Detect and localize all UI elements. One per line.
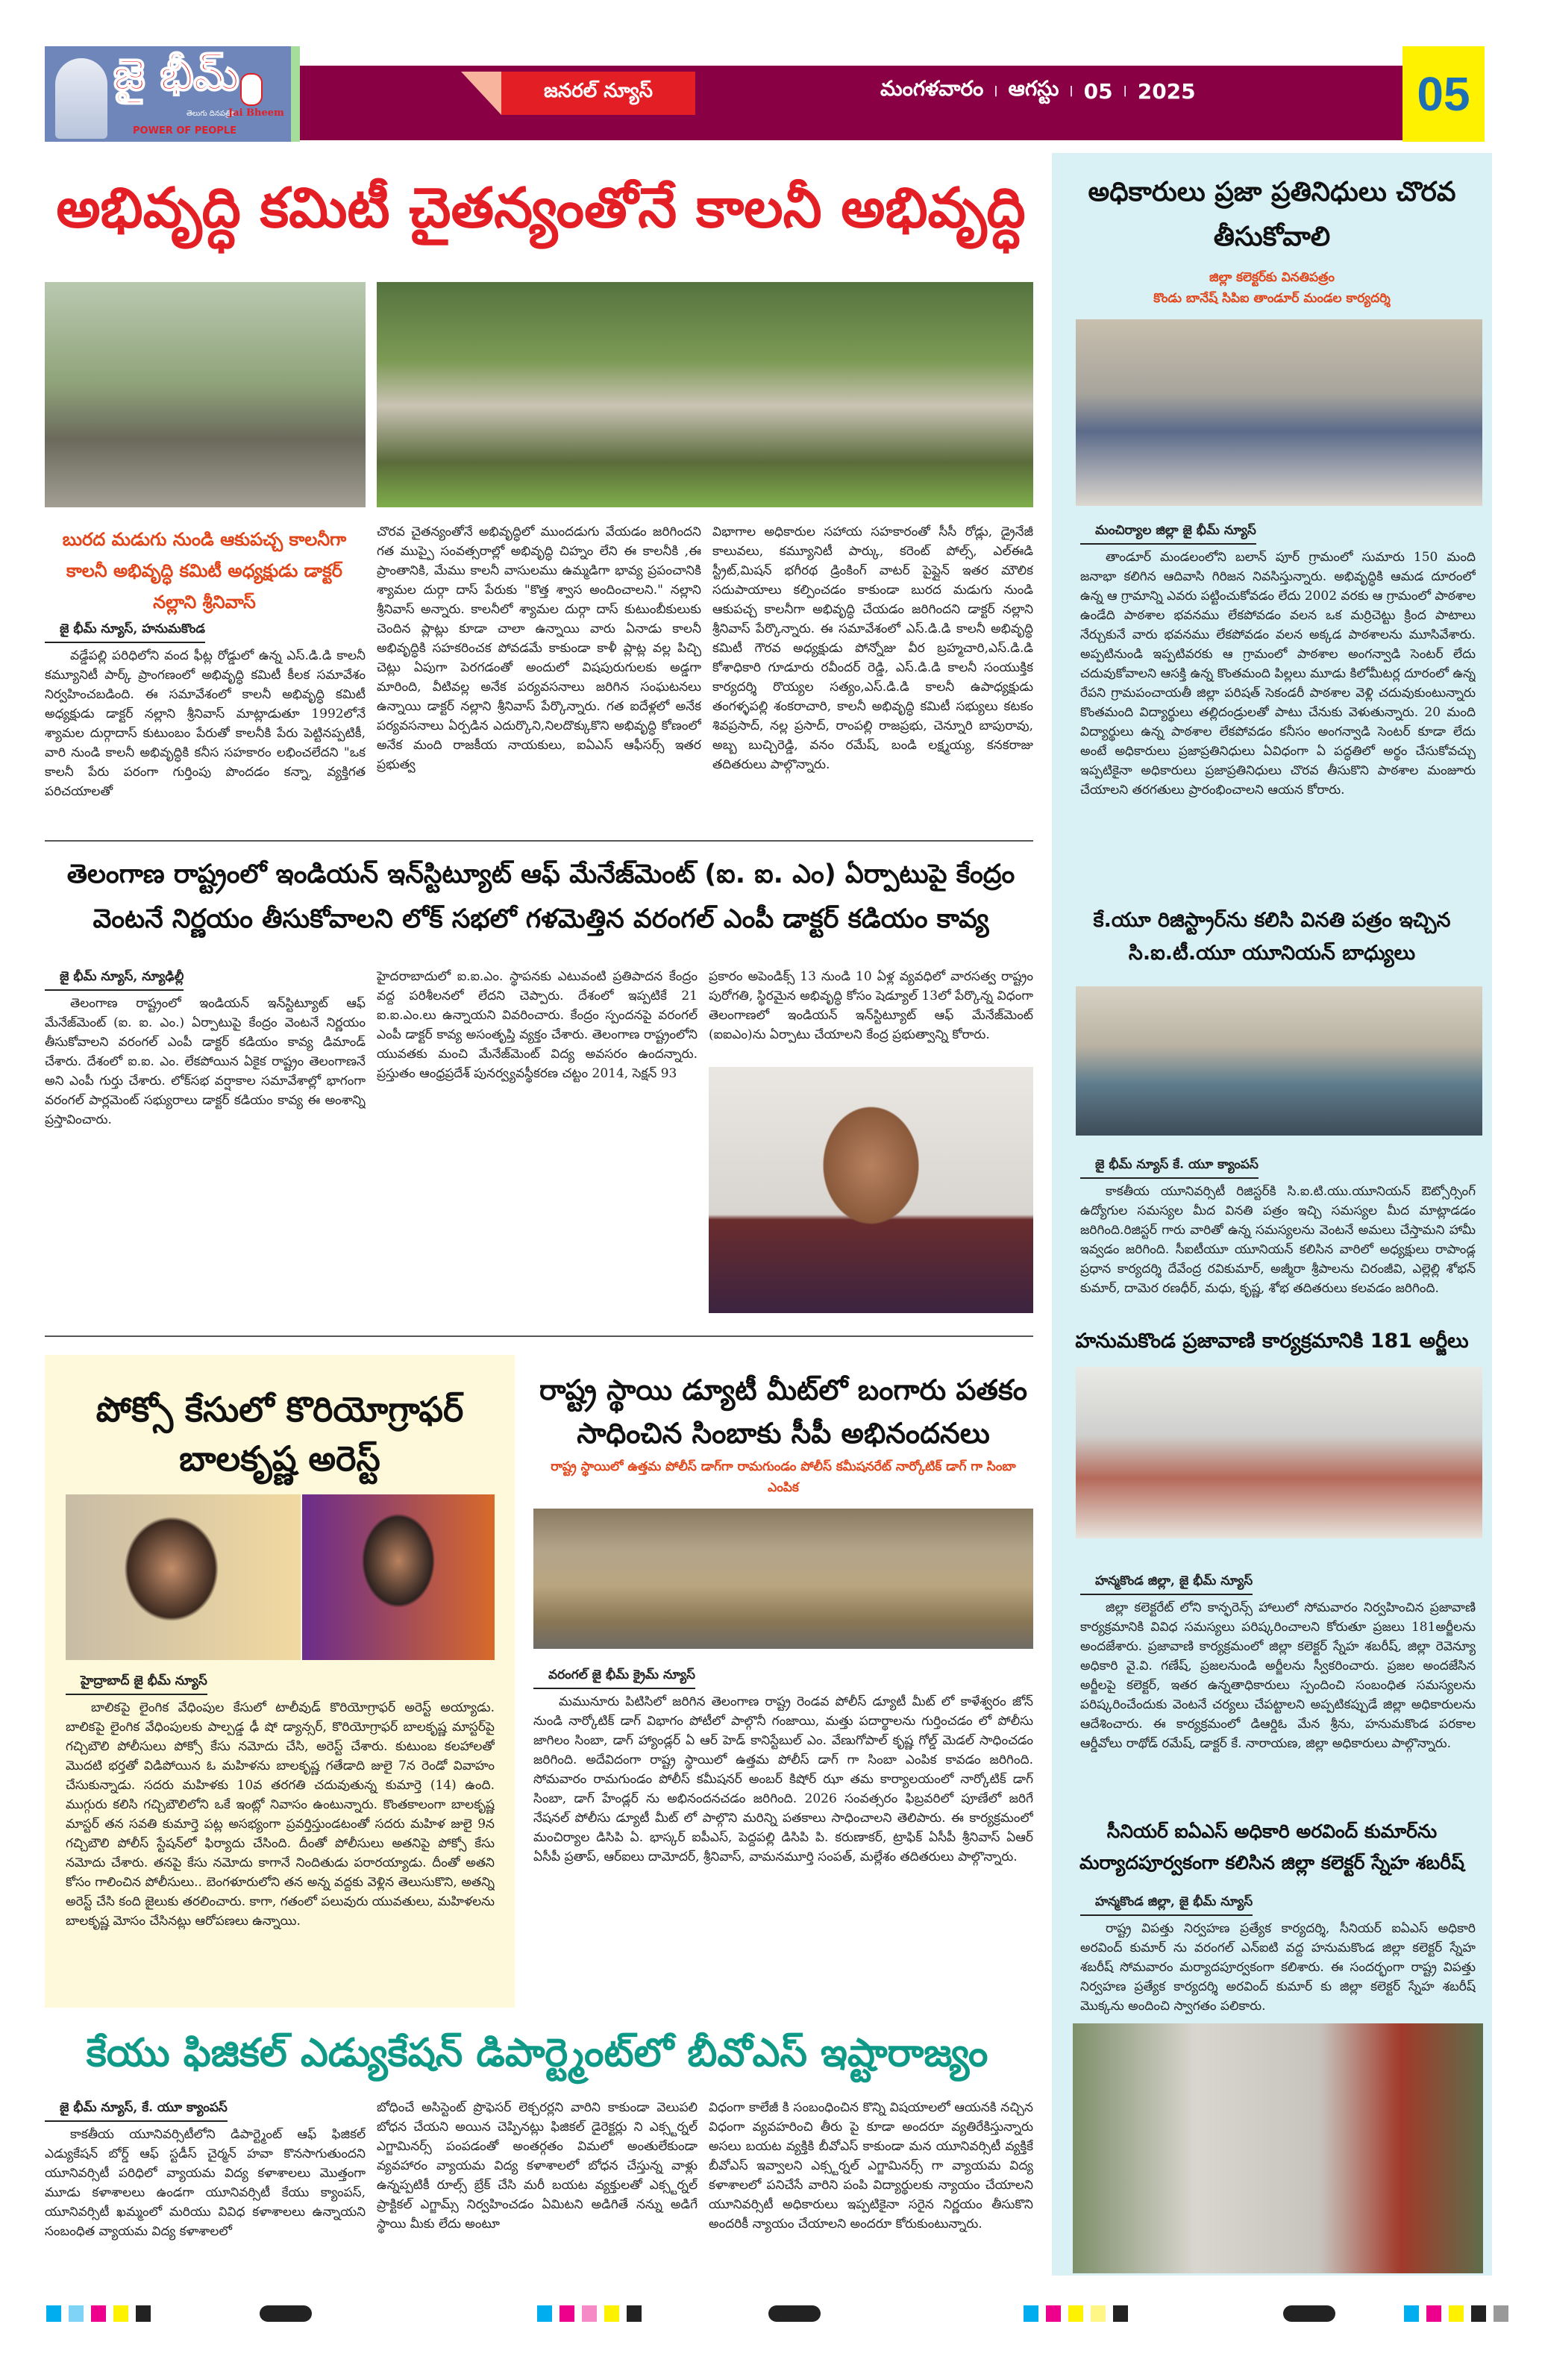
sidebar-a2-headline: కే.యూ రిజిస్ట్రార్‌ను కలిసి వినతి పత్రం ఇచ్చిన సి.ఐ.టీ.యూ యూనియన్ బాధ్యులు (1093, 909, 1451, 965)
police-subheadline: రాష్ట్ర స్థాయిలో ఉత్తమ పోలీస్ డాగ్‌గా రామగుండం పోలీస్ కమీషనరేట్ నార్కోటిక్ డాగ్ గా సింబా ఎంపిక (551, 1459, 1016, 1495)
registration-mark (46, 2305, 61, 2322)
registration-mark (69, 2305, 84, 2322)
sidebar-a3-body: జిల్లా కలెక్టరేట్ లోని కాన్ఫరెన్స్ హాలులో సోమవారం నిర్వహించిన ప్రజావాణి కార్యక్రమానికి వివిధ సమస్యలు పరిష్కరించాలని కోరుతూ ప్రజలు 181అర్జీలను అందజేశారు. ప్రజావాణి కార్యక్రమంలో జిల్లా కలెక్టర్ స్నేహ శబరీష్, జిల్లా రెవెన్యూ అధికారి వై.వి. గణేష్, ప్రజలనుండి అర్జీలను స్వీకరించారు. ప్రజల అందజేసిన అర్జీలపై కలెక్టర్, ఇతర ఉన్నతాధికారులు స్పందించి సంబంధిత సమస్యలను పరిష్కరించేందుకు వెంటనే చర్యలు చేపట్టాలని అప్పటికప్పుడే జిల్లా అధికారులను ఆదేశించారు. ఈ కార్యక్రమంలో డిఆర్డిఓ మేన శ్రీను, హనుమకొండ పరకాల ఆర్డీవోలు రాథోడ్ రమేష్, డాక్టర్ కే. నారాయణ, జిల్లా అధికారులు పాల్గొన్నారు. (1080, 1600, 1476, 1751)
sidebar-a1-body: తాండూర్ మండలంలోని బలాన్ పూర్ గ్రామంలో సుమారు 150 మంది జనాభా కలిగిన ఆదివాసి గిరిజన నివసిస్తున్నారు. అభివృద్ధికి ఆమడ దూరంలో ఉన్న ఆ గ్రామాన్ని ఎవరు పట్టించుకోవడం లేదు 2002 వరకు ఆ గ్రామంలో పాఠశాల ఉండేది పాఠశాల భవనము లేకపోవడం వలన ఒక మర్రిచెట్టు క్రింద పాటాలు నేర్చుకునే వారు భవనము లేకపోవడం వలన అక్కడ పాఠశాలను మూసివేశారు. అప్పటినుండి ఇప్పటివరకు ఆ గ్రామంలో పాఠశాల అంగన్వాడి సెంటర్ లేదు చదువుకోవాలని ఆసక్తి ఉన్న కొంతమంది పిల్లలు మూడు కిలోమీటర్ల దూరంలో ఉన్న రేపని గ్రామపంచాయతీ జిల్లా పరిషత్ సెకండరీ పాఠశాల వెళ్లి చదువుకుంటున్నారు కొంతమంది విద్యార్థులు తల్లిదండ్రులతో పాటు చేనుకు వెళుతున్నారు. 20 మంది విద్యార్థులు ఉన్న పాఠశాల లేకపోవడం కనీసం అంగన్వాడి సెంటర్ కూడా లేదు అంటే అధికారులు ప్రజాప్రతినిధులు ఏవిధంగా ఏ పద్ధతిలో అర్థం చేసుకోవచ్చు ఇప్పటికైనా అధికారులు ప్రజాప్రతినిధులు చొరవ తీసుకొని పాఠశాల మంజూరు చేయాలని తరగతులు ప్రారంభించాలని ఆయన కోరారు. (1080, 550, 1476, 798)
iim-headline-line2: వెంటనే నిర్ణయం తీసుకోవాలని లోక్ సభలో గళమెత్తిన వరంగల్ ఎంపీ డాక్టర్ కడియం కావ్య (93, 904, 989, 934)
registration-mark (1024, 2305, 1038, 2322)
date-month: ఆగస్టు (1008, 76, 1059, 101)
logo-title: జై భీమ్ (113, 49, 239, 100)
iim-byline: జై భీమ్ న్యూస్, న్యూఢిల్లీ (45, 967, 184, 991)
registration-mark (560, 2305, 574, 2322)
divider (45, 840, 1033, 842)
ku-column-1 (45, 2098, 366, 2277)
lead-headline: అభివృద్ధి కమిటీ చైతన్యంతోనే కాలనీ అభివృద్ధి (56, 176, 1026, 240)
logo-brand: Jai Bheem (228, 107, 284, 119)
sidebar-a1-headline: అధికారులు ప్రజా ప్రతినిధులు చొరవ తీసుకోవాలి (1088, 177, 1456, 252)
sidebar-a3-column (1080, 1571, 1476, 1803)
pocso-headline: పోక్సో కేసులో కొరియోగ్రాఫర్ బాలకృష్ణ అరెస్ట్ (95, 1389, 464, 1479)
jai-bheem-emblem (240, 73, 263, 106)
citu-union-photo (1076, 986, 1482, 1136)
lead-photo-group-raised-hands (377, 282, 1033, 507)
registration-mark (1113, 2305, 1128, 2322)
iim-column-3 (709, 967, 1033, 1060)
prajavani-program-photo (1076, 1367, 1482, 1538)
police-body: మమునూరు పిటిసిలో జరిగిన తెలంగాణ రాష్ట్ర రెండవ పోలీస్ డ్యూటీ మీట్ లో కాళేశ్వరం జోన్ నుండి నార్కోటిక్ డాగ్ విభాగం పోటీలో పాల్గొనీ గంజాయి, మత్తు పదార్థాలను గుర్తించడం లో పోలీసు జాగిలం సింబా, డాగ్ హ్యాండ్లర్ ఏ ఆర్ హెడ్ కానిస్టేబుల్ ఎం. వేణుగోపాల్ కృష్ణ గోల్డ్ మెడల్ సాధించడం జరిగింది. అదేవిదంగా రాష్ట్ర స్థాయిలో ఉత్తమ పోలీస్ డాగ్ గా సింబా ఎంపిక కావడం జరిగింది. సోమవారం రామగుండం పోలీస్ కమీషనర్ అంబర్ కిషోర్ ఝా తమ కార్యాలయంలో నార్కోటిక్ డాగ్ సింబా, డాగ్ హేండ్లర్ ను అభినందనచడం జరిగింది. 2026 సంవత్సరం ఫిబ్రవరిలో పూణేలో జరిగే నేషనల్ పోలీసు డ్యూటీ మీట్ లో పాల్గొని మరిన్ని పతకాలు సాధించాలని తెలిపారు. ఈ కార్యక్రమంలో మంచిర్యాల డిసిపి ఏ. భాస్కర్ ఐపీఎస్, పెద్దపల్లి డిసిపి పి. కరుణాకర్, ట్రాఫిక్ ఏసీపీ శ్రీనివాస్ ఏఆర్ ఏసీపీ ప్రతాప్, ఆర్ఐలు దామోదర్, శ్రీనివాస్, వామనమూర్తి సంపత్, మల్లేశం తదితరులు పాల్గొన్నారు. (533, 1694, 1033, 1864)
registration-mark (1046, 2305, 1061, 2322)
logo-tagline: POWER OF PEOPLE (133, 125, 236, 137)
registration-mark (1404, 2305, 1419, 2322)
date-year: 2025 (1137, 78, 1196, 104)
police-column (533, 1665, 1033, 2001)
choreographer-photo-2 (302, 1494, 495, 1660)
sidebar-a4-column (1080, 1892, 1476, 2019)
mp-kadiyam-kavya-photo (709, 1067, 1033, 1313)
registration-mark (260, 2305, 312, 2322)
iim-column-2 (377, 967, 698, 1321)
police-headline: రాష్ట్ర స్థాయి డ్యూటీ మీట్‌లో బంగారు పతకం సాధించిన సింబాకు సీపీ అభినందనలు (539, 1374, 1028, 1450)
cpi-petition-photo (1076, 319, 1482, 506)
lead-column-1 (45, 619, 366, 828)
sidebar-a2-column (1080, 1155, 1476, 1323)
sidebar-a4-headline: సీనియర్ ఐఏఎస్ అధికారి అరవింద్ కుమార్‌ను మర్యాదపూర్వకంగా కలిసిన జిల్లా కలెక్టర్ స్నేహ శబరీష్ (1079, 1820, 1464, 1873)
sidebar-a3-byline: హన్మకొండ జిల్లా, జై భీమ్ న్యూస్ (1080, 1571, 1253, 1595)
divider (45, 1335, 1033, 1337)
iim-headline-line1: తెలంగాణ రాష్ట్రంలో ఇండియన్ ఇన్‌స్టిట్యూట్ ఆఫ్ మేనేజ్‌మెంట్ (ఐ. ఐ. ఎం) ఏర్పాటుపై కేంద్రం (66, 859, 1015, 889)
registration-mark (113, 2305, 128, 2322)
registration-mark (768, 2305, 821, 2322)
header-band-accent (291, 46, 300, 142)
section-label-tab (461, 72, 501, 115)
registration-mark (537, 2305, 552, 2322)
lead-body-2: చొరవ చైతన్యంతోనే అభివృద్ధిలో ముందడుగు వేయడం జరిగిందని గత ముప్పై సంవత్సరాల్లో అభివృద్ధి చిహ్నం లేని ఈ కాలనీకి ,ఈ ప్రాంతానికి, మేము కాలనీ వాసులము ఉమ్మడిగా భావ్య ప్రపంచానికి శ్యామల దుర్గా దాస్ పేరుకు "కొత్త శ్వాస అందించాలని." నల్లాని శ్రీనివాస్ అన్నారు. కాలనీలో శ్యామల దుర్గా దాస్ కుటుంబీకులుకు చెందిన ప్లాట్లు కూడా చాలా ఉన్నాయి వారు ఏనాడు కాలనీ అభివృద్ధికి సహకరించక పోవడమే కాకుండా కాళీ ప్లాట్ల వల్ల పిచ్చి చెట్లు ఏపుగా పెరగడంతో అందులో విషపురుగులకు అడ్డగా మారింది, వీటివల్ల అనేక పర్యవసనాలు జరిగిన సంఘటనలు ఉన్నాయి డాక్టర్ నల్లాని శ్రీనివాస్ పేర్కొన్నారు. గత ఐదేళ్లలో అనేక పర్యవసనాలు ఏర్పడిన ఎదుర్కొని,నిలదొక్కుకొని అభివృద్ధి కోణంలో అనేక మంది రాజకీయ నాయకులు, ఐఏఎస్ ఆఫీసర్స్ ఇతర ప్రభుత్వ (377, 524, 701, 772)
pocso-column (66, 1671, 495, 1999)
iim-body-2: హైదరాబాదులో ఐ.ఐ.ఎం. స్థాపనకు ఎటువంటి ప్రతిపాదన కేంద్రం వద్ద పరిశీలనలో లేదని చెప్పారు. దేశంలో ఇప్పటికే 21 ఐ.ఐ.ఎం.లు ఉన్నాయని వివరించారు. కేంద్రం స్పందనపై వరంగల్ ఎంపీ డాక్టర్ కావ్య అసంతృప్తి వ్యక్తం చేశారు. తెలంగాణ రాష్ట్రంలోని యువతకు మంచి మేనేజ్‌మెంట్ విద్య అవసరం ఉందన్నారు. ప్రస్తుతం ఆంధ్రప్రదేశ్ పునర్వ్యవస్థీకరణ చట్టం 2014, సెక్షన్ 93 (377, 969, 698, 1081)
ku-byline: జై భీమ్ న్యూస్, కే. యూ క్యాంపస్ (45, 2098, 228, 2122)
registration-mark (1426, 2305, 1441, 2322)
page-number: 05 (1417, 67, 1470, 121)
ambedkar-portrait (55, 58, 107, 139)
sidebar-a2-byline: జై భీమ్ న్యూస్ కే. యూ క్యాంపస్ (1080, 1155, 1259, 1179)
ku-body-1: కాకతీయ యూనివర్సిటీలోని డిపార్ట్మెంట్ ఆఫ్ ఫిజికల్ ఎడ్యుకేషన్ బోర్డ్ ఆఫ్ స్టడీస్ చైర్మన్ హవా కొనసాగుతుందని యూనివర్సిటీ పరిధిలో వ్యాయమ విద్య కళాశాలలు మొత్తంగా మూడు కళాశాలలు ఉండగా యూనివర్సిటీ కేయు క్యాంపస్, యూనివర్సిటీ ఖమ్మంలో మరియు వివిధ కళాశాలలు ఉన్నాయని సంబంధిత వ్యాయమ విద్య కళాశాలలో (45, 2127, 366, 2239)
issue-date: మంగళవారం | ఆగస్టు | 05 | 2025 (880, 76, 1196, 106)
pocso-body: బాలికపై లైంగిక వేధింపుల కేసులో టాలీవుడ్ కొరియోగ్రాఫర్ అరెస్ట్ అయ్యాడు. బాలికపై లైంగిక వేధింపులకు పాల్పడ్డ ఢీ షో డ్యాన్సర్, కొరియోగ్రాఫర్ బాలకృష్ణ మాస్టర్‌పై గచ్చిబౌలి పోలీసులు పోక్సో కేసు నమోదు చేసి, అరెస్ట్ చేశారు. కుటుంబ కలహాలతో మొదటి భర్తతో విడిపోయిన ఓ మహిళను బాలకృష్ణ గతేడాది జులై 7న రెండో వివాహం చేసుకున్నాడు. సదరు మహిళకు 10వ తరగతి చదువుతున్న కుమార్తె (14) ఉంది. ముగ్గురు కలిసి గచ్చిబౌలిలోని ఒకే ఇంట్లో నివాసం ఉంటున్నారు. కొంతకాలంగా బాలకృష్ణ మాస్టర్ తన సవతి కుమార్తె పట్ల అసభ్యంగా ప్రవర్తిస్తుండటంతో సదరు మహిళ జులై 9న గచ్చిబౌలి పోలీస్ స్టేషన్‌లో ఫిర్యాదు చేసింది. దీంతో పోలీసులు అతనిపై పోక్సో కేసు నమోదు చేశారు. తనపై కేసు నమోదు కాగానే నిందితుడు పరారయ్యాడు. దీంతో అతని కోసం గాలించిన పోలీసులు.. బెంగళూరులోని తన అన్న వద్దకు వెళ్లిన తెలుసుకొని, అతన్ని అరెస్ట్ చేసి కంది జైలుకు తరలించారు. కాగా, గతంలో పలువురు యువతులు, మహిళలను బాలకృష్ణ మోసం చేసినట్లు ఆరోపణలు ఉన్నాయి. (66, 1700, 495, 1929)
sidebar-a3-headline: హనుమకొండ ప్రజావాణి కార్యక్రమానికి 181 అర్జీలు (1075, 1330, 1469, 1353)
registration-mark (582, 2305, 597, 2322)
collector-meeting-photo (1073, 2023, 1483, 2273)
logo-subtitle: తెలుగు దినపత్రిక (187, 110, 236, 118)
registration-mark (1091, 2305, 1106, 2322)
pocso-byline: హైద్రాబాద్ జై భీమ్ న్యూస్ (66, 1671, 207, 1695)
registration-mark (1494, 2305, 1508, 2322)
lead-photo-group-standing (45, 282, 366, 507)
ku-headline: కేయు ఫిజికల్ ఎడ్యుకేషన్ డిపార్ట్మెంట్‌లో బీవోఎస్ ఇష్టారాజ్యం (86, 2031, 988, 2076)
lead-column-2 (377, 522, 701, 828)
sidebar-a2-body: కాకతీయ యూనివర్సిటీ రిజిస్టర్‌కి సి.ఐ.టి.యు.యూనియన్ ఔట్సోర్సింగ్ ఉద్యోగుల సమస్యల మీద వినతి పత్రం ఇచ్చి సమస్యల మీద మాట్లాడడం జరిగింది.రిజిస్టర్ గారు వారితో ఉన్న సమస్యలను వెంటనే అమలు చేస్తామని హామీ ఇవ్వడం జరిగింది. సీఐటీయూ యూనియన్ కలిసిన వారిలో అధ్యక్షులు రాపాండ్ల ప్రధాన కార్యదర్శి దేవేంద్ర రవికుమార్, అజ్మీరా శ్రీపాలను చిరంజీవి, ఎల్లెల్లి శోభన్ కుమార్, దామెర రణధీర్, మధు, కృష్ణ, శోభ తదితరులు కలవడం జరిగింది. (1080, 1184, 1476, 1296)
ku-column-3 (709, 2098, 1033, 2277)
police-byline: వరంగల్ జై భీమ్ క్రైమ్ న్యూస్ (533, 1665, 695, 1689)
section-label: జనరల్ న్యూస్ (501, 72, 695, 115)
lead-byline: జై భీమ్ న్యూస్, హనుమకొండ (45, 619, 205, 643)
page-number-box (1402, 46, 1485, 142)
sidebar-a1-byline: మంచిర్యాల జిల్లా జై భీమ్ న్యూస్ (1080, 521, 1256, 545)
police-dog-felicitation-photo (533, 1509, 1033, 1649)
ku-column-2 (377, 2098, 698, 2277)
registration-mark (1471, 2305, 1486, 2322)
iim-body-3: ప్రకారం అపెండిక్స్ 13 నుండి 10 ఏళ్ల వ్యవధిలో వారసత్వ రాష్ట్రం పురోగతి, స్థిరమైన అభివృద్ధి కోసం షెడ్యూల్ 13లో పేర్కొన్న విధంగా తెలంగాణలో ఇండియన్ ఇన్‌స్టిట్యూట్ ఆఫ్ మేనేజ్‌మెంట్ (ఐఐఎం)ను ఏర్పాటు చేయాలని కేంద్ర ప్రభుత్వాన్ని కోరారు. (709, 969, 1033, 1042)
lead-body-3: విభాగాల అధికారుల సహాయ సహకారంతో సీసీ రోడ్లు, డ్రైనేజీ కాలువలు, కమ్యూనిటీ పార్కు, కరెంట్ పోల్స్, ఎల్ఈడి స్ట్రీట్,మిషన్ భగీరథ డ్రింకింగ్ వాటర్ పైప్లైన్ ఇతర మౌలిక సదుపాయాలు కల్పించడం కాకుండా బురద మడుగు నుండి ఆకుపచ్చ కాలనీగా అభివృద్ధి చేయడం జరిగిందని డాక్టర్ నల్లాని శ్రీనివాస్ పేర్కొన్నారు. ఈ సమావేశంలో ఎస్.డి.డి కాలనీ అభివృద్ధి కమిటీ గౌరవ అధ్యక్షుడు పోన్నోజు వీర బ్రహ్మచారి,ఎస్.డి.డి కోశాధికారి గూడూరు రవీందర్ రెడ్డి, ఎస్.డి.డి కాలనీ సంయుక్తిక కార్యదర్శి రొయ్యల సత్యం,ఎస్.డి.డి కాలనీ ఉపాధ్యక్షుడు తంగళ్ళపల్లి శంకరాచారి, కాలనీ అభివృద్ధి కమిటీ సభ్యులు కటకం శివప్రసాద్, నల్ల ప్రసాద్, రాంపల్లి రాజప్రభు, చెన్నూరి బాపురావు, అబ్బ బుచ్చిరెడ్డి, వనం రమేష్, బండి లక్ష్మయ్య, కనకరాజు తదితరులు పాల్గొన్నారు. (712, 524, 1033, 772)
choreographer-photo-1 (66, 1494, 301, 1660)
registration-mark (1449, 2305, 1464, 2322)
sidebar-a4-byline: హన్మకొండ జిల్లా, జై భీమ్ న్యూస్ (1080, 1892, 1253, 1916)
lead-body-1: వడ్డేపల్లి పరిధిలోని వంద ఫీట్ల రోడ్డులో ఉన్న ఎస్.డి.డి కాలనీ కమ్యూనిటీ పార్క్ ప్రాంగణంలో అభివృద్ధి కమిటీ కీలక సమావేశం నిర్వహించబడింది. ఈ సమావేశంలో కాలనీ అభివృద్ధి కమిటీ అధ్యక్షుడు డాక్టర్ నల్లాని శ్రీనివాస్ మాట్లాడుతూ 1992లోనే శ్యామల దుర్గాదాస్ కుటుంబం పేరుతో కాలనీకి పేరు పెట్టినప్పటికీ, వారి నుండి కాలనీ అభివృద్ధికి కనీస సహకారం లభించలేదని "ఒక కాలనీ పేరు పరంగా గుర్తింపు పొందడం కన్నా, వ్యక్తిగత పరిచయాలతో (45, 648, 366, 799)
ku-body-3: విధంగా కాలేజీ కి సంబంధించిన కొన్ని విషయాలలో ఆయనకి నచ్చిన విధంగా వ్యవహరించి తీరు పై కూడా అందరూ వ్యతిరేకిస్తున్నారు అసలు బయట వ్యక్తికి బీవోఎస్ కాకుండా మన యూనివర్సిటీ వ్యక్తికే బీవోఎస్ ఇవ్వాలని ఎక్స్టర్నల్ ఎగ్జామినర్స్ గా వ్యాయమ విద్య కళాశాలలో పనిచేసే వారిని పంపి విద్యార్థులకు న్యాయం చేయాలని యూనివర్సిటీ అధికారులు ఇప్పటికైనా సరైన నిర్ణయం తీసుకొని అందరికీ న్యాయం చేయాలని అందరూ కోరుకుంటున్నారు. (709, 2100, 1033, 2232)
sidebar-a1-column (1080, 521, 1476, 886)
registration-mark (1068, 2305, 1083, 2322)
registration-mark (604, 2305, 619, 2322)
lead-subheadline: బురద మడుగు నుండి ఆకుపచ్చ కాలనీగా కాలనీ అభివృద్ధి కమిటీ అధ్యక్షుడు డాక్టర్ నల్లాని శ్రీనివాస్ (62, 529, 347, 613)
registration-mark (1283, 2305, 1335, 2322)
masthead-logo (45, 46, 291, 142)
iim-body-1: తెలంగాణ రాష్ట్రంలో ఇండియన్ ఇన్‌స్టిట్యూట్ ఆఫ్ మేనేజ్‌మెంట్ (ఐ. ఐ. ఎం.) ఏర్పాటుపై కేంద్రం వెంటనే నిర్ణయం తీసుకోవాలని వరంగల్ ఎంపీ డాక్టర్ కడియం కావ్య డిమాండ్ చేశారు. దేశంలో ఐ.ఐ. ఎం. లేకపోయిన ఏకైక రాష్ట్రం తెలంగాణనే అని ఎంపీ గుర్తు చేశారు. లోక్‌సభ వర్షాకాల సమావేశాల్లో భాగంగా వరంగల్ పార్లమెంట్ సభ్యురాలు డాక్టర్ కడియం కావ్య ఈ అంశాన్ని ప్రస్తావించారు. (45, 996, 366, 1127)
date-date: 05 (1083, 78, 1113, 104)
iim-column-1 (45, 967, 366, 1321)
date-day: మంగళవారం (880, 76, 984, 101)
sidebar-a1-sub2: కొండు బానేష్ సిపిఐ తాండూర్ మండల కార్యదర్శి (1153, 291, 1391, 306)
registration-mark (136, 2305, 151, 2322)
sidebar-a4-body: రాష్ట్ర విపత్తు నిర్వహణ ప్రత్యేక కార్యదర్శి, సీనియర్ ఐఏఎస్ అధికారి అరవింద్ కుమార్ ను వరంగల్ ఎన్ఐటి వద్ద హనుమకొండ జిల్లా కలెక్టర్ స్నేహ శబరీష్ సోమవారం మర్యాదపూర్వకంగా కలిశారు. ఈ సందర్భంగా రాష్ట్ర విపత్తు నిర్వహణ ప్రత్యేక కార్యదర్శి అరవింద్ కుమార్ కు జిల్లా కలెక్టర్ స్నేహ శబరీష్ మొక్కను అందించి స్వాగతం పలికారు. (1080, 1921, 1476, 2014)
ku-body-2: బోధించే అసిస్టెంట్ ప్రొఫెసర్ లెక్చరర్లని వారిని కాకుండా వెలుపలి బోధన చేయని అయిన చెప్పినట్లు ఫిజికల్ డైరెక్టర్లు ని ఎక్స్టర్నల్ ఎగ్జామినర్స్ పంపడంతో అంతర్గతం విమలో అంతులేకుండా వ్యవహారం వ్యాయమ విద్య కళాశాలలో బోధన చేస్తున్న వాళ్లు ఉన్నప్పటికీ రూల్స్ బ్రేక్ చేసి మరీ బయట వ్యక్తులతో ఎక్స్టర్నల్ ప్రాక్టికల్ ఎగ్జామ్స్ నిర్వహించడం ఏమిటని అడిగితే నన్ను అడిగే స్థాయి మీకు లేదు అంటూ (377, 2100, 698, 2232)
sidebar-a1-sub1: జిల్లా కలెక్టర్‌కు వినతిపత్రం (1209, 270, 1335, 285)
registration-mark (91, 2305, 106, 2322)
lead-column-3 (712, 522, 1033, 828)
registration-mark (627, 2305, 642, 2322)
